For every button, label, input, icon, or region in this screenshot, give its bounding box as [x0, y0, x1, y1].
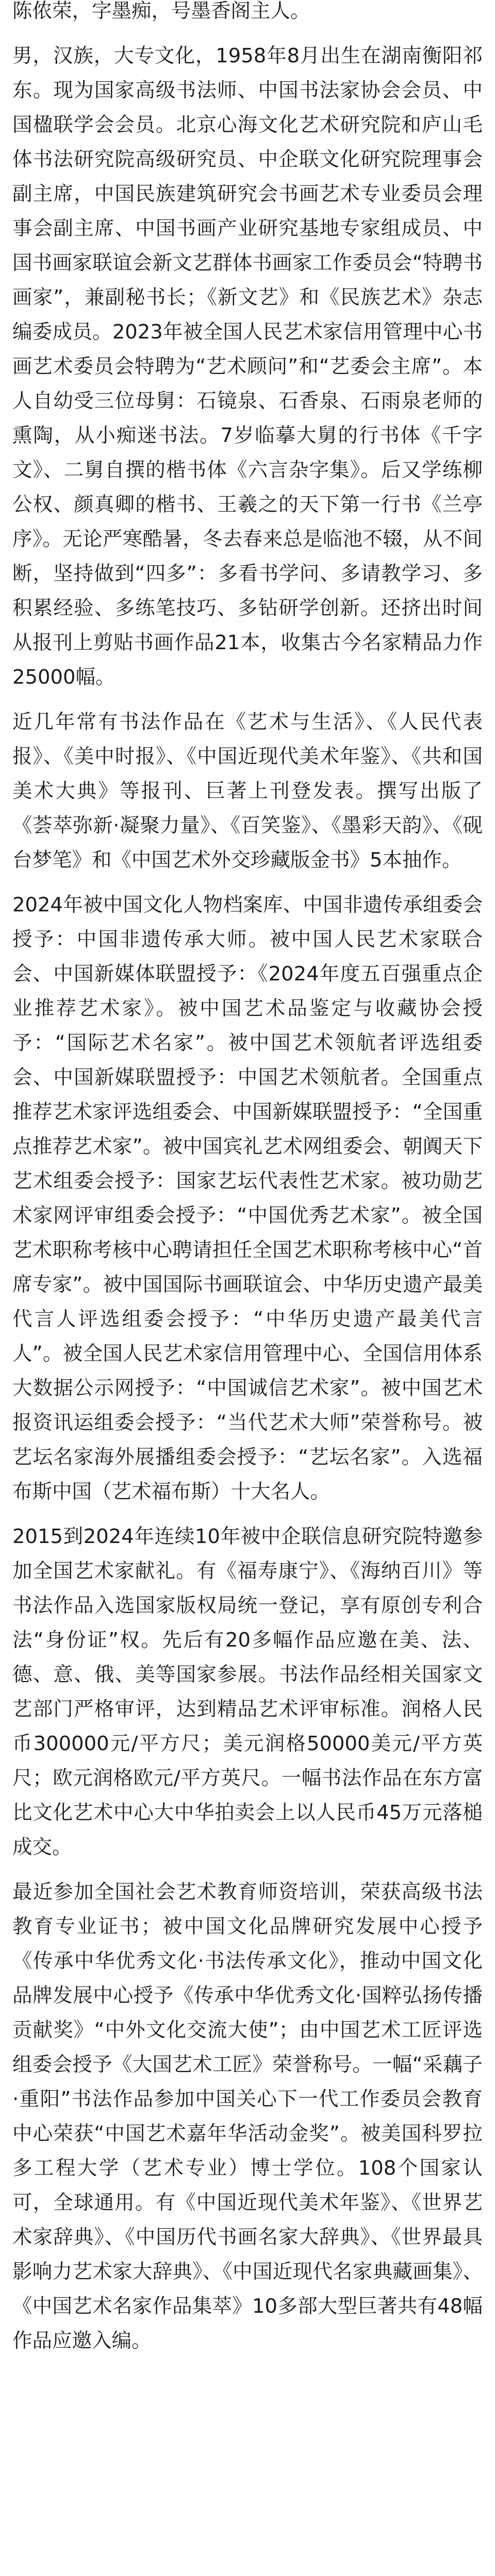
recent-awards-paragraph: 最近参加全国社会艺术教育师资培训，荣获高级书法教育专业证书；被中国文化品牌研究发展中心授予《传承中华优秀文化·书法传承文化》，推动中国文化品牌发展中心授予《传承中华优秀文化·国粹弘扬传播贡献奖》“中外文化交流大使”；由中国艺术工匠评选组委会授予《大国艺术工匠》荣誉称号。一幅“采藕子·重阳”书法作品参加中国关心下一代工作委员会教育中心荣获“中国艺术嘉年华活动金奖”。被美国科罗拉多工程大学（艺术专业）博士学位。108个国家认可，全球通用。有《中国近现代美术年鉴》、《世界艺术家辞典》、《中国历代书画名家大辞典》、《世界最具影响力艺术家大辞典》、《中国近现代名家典藏画集》、《中国艺术名家作品集萃》10多部大型巨著共有48幅作品应邀入编。: [12, 1880, 483, 2352]
biography-paragraph: 男，汉族，大专文化，1958年8月出生在湖南衡阳祁东。现为国家高级书法师、中国书法家协会会员、中国楹联学会会员。北京心海文化艺术研究院和庐山毛体书法研究院高级研究员、中企联文化研究院理事会副主席，中国民族建筑研究会书画艺术专业委员会理事会副主席、中国书画产业研究基地专家组成员、中国书画家联谊会新文艺群体书画家工作委员会“特聘书画家”，兼副秘书长；《新文艺》和《民族艺术》杂志编委成员。2023年被全国人民艺术家信用管理中心书画艺术委员会特聘为“艺术顾问”和“艺委会主席”。本人自幼受三位母舅：石镜泉、石香泉、石雨泉老师的熏陶，从小痴迷书法。7岁临摹大舅的行书体《千字文》、二舅自撰的楷书体《六言杂字集》。后又学练柳公权、颜真卿的楷书、王羲之的天下第一行书《兰亭序》。无论严寒酷暑，冬去春来总是临池不辍，从不间断，坚持做到“四多”：多看书学问、多请教学习、多积累经验、多练笔技巧、多钻研学创新。还挤出时间从报刊上剪贴书画作品21本，收集古今名家精品力作25000幅。: [12, 44, 483, 689]
publications-paragraph: 近几年常有书法作品在《艺术与生活》、《人民代表报》、《美中时报》、《中国近现代美术年鉴》、《共和国美术大典》等报刊、巨著上刊登发表。撰写出版了《荟萃弥新·凝聚力量》、《百笑鉴》、《墨彩天韵》、《砚台梦笔》和《中国艺术外交珍藏版金书》5本抽作。: [12, 710, 483, 872]
intro-paragraph: 陈侬荣，字墨痴，号墨香阁主人。: [12, 0, 310, 23]
exhibitions-paragraph: 2015到2024年连续10年被中企联信息研究院特邀参加全国艺术家献礼。有《福寿康宁》、《海纳百川》等书法作品入选国家版权局统一登记，享有原创专利合法“身份证”权。先后有20多幅作品应邀在美、法、德、意、俄、美等国家参展。书法作品经相关国家文艺部门严格审评，达到精品艺术评审标准。润格人民币300000元/平方尺；美元润格50000美元/平方英尺；欧元润格欧元/平方英尺。一幅书法作品在东方富比文化艺术中心大中华拍卖会上以人民币45万元落槌成交。: [12, 1525, 483, 1859]
honors-2024-paragraph: 2024年被中国文化人物档案库、中国非遗传承组委会授予：中国非遗传承大师。被中国人民艺术家联合会、中国新媒体联盟授予：《2024年度五百强重点企业推荐艺术家》。被中国艺术品鉴定与收藏协会授予：“国际艺术名家”。被中国艺术领航者评选组委会、中国新媒联盟授予：中国艺术领航者。全国重点推荐艺术家评选组委会、中国新媒联盟授予：“全国重点推荐艺术家”。被中国宾礼艺术网组委会、朝阗天下艺术组委会授予：国家艺坛代表性艺术家。被功勋艺术家网评审组委会授予：“中国优秀艺术家”。被全国艺术职称考核中心聘请担任全国艺术职称考核中心“首席专家”。被中国国际书画联谊会、中华历史遗产最美代言人评选组委会授予：“中华历史遗产最美代言人”。被全国人民艺术家信用管理中心、全国信用体系大数据公示网授予：“中国诚信艺术家”。被中国艺术报资讯运组委会授予：“当代艺术大师”荣誉称号。被艺坛名家海外展播组委会授予：“艺坛名家”。入选福布斯中国（艺术福布斯）十大名人。: [12, 893, 483, 1503]
